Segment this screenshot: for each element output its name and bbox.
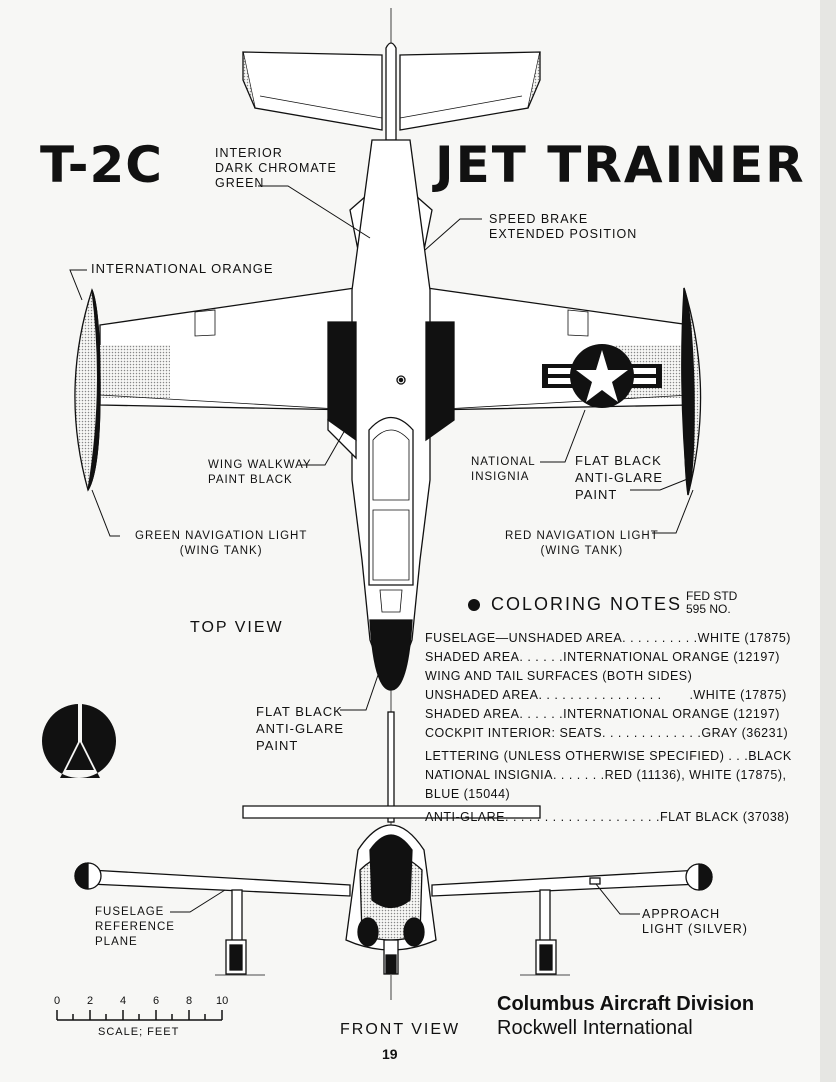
notes-line: LETTERING (UNLESS OTHERWISE SPECIFIED) . . .BLACK [425, 749, 792, 763]
bullet-icon [468, 599, 480, 611]
scale-tick-label: 8 [186, 995, 193, 1007]
notes-line: SHADED AREA. . . . . .INTERNATIONAL ORANGE (12197) [425, 650, 780, 664]
notes-line: COCKPIT INTERIOR: SEATS. . . . . . . . . . . . .GRAY (36231) [425, 726, 789, 740]
notes-line: NATIONAL INSIGNIA. . . . . . .RED (11136), WHITE (17875), [425, 768, 787, 782]
fuselage [352, 140, 430, 670]
notes-line: FUSELAGE—UNSHADED AREA. . . . . . . . . .WHITE (17875) [425, 631, 791, 645]
rockwell-logo [42, 704, 116, 778]
company-parent: Rockwell International [497, 1017, 693, 1039]
page-title: JET TRAINER [435, 136, 806, 194]
top-view-label: TOP VIEW [190, 619, 284, 636]
page-number: 19 [382, 1046, 398, 1062]
scale-label: SCALE; FEET [98, 1026, 180, 1038]
notes-line: BLUE (15044) [425, 787, 511, 801]
callout-interior: INTERIOR DARK CHROMATE GREEN [215, 146, 337, 190]
left-stabilizer [243, 52, 382, 130]
callout-red-nav: RED NAVIGATION LIGHT (WING TANK) [505, 530, 659, 557]
callout-wing-walkway: WING WALKWAY PAINT BLACK [208, 459, 312, 486]
callout-national-insignia: NATIONAL INSIGNIA [471, 456, 536, 483]
fed-std-label: FED STD 595 NO. [686, 589, 738, 616]
coloring-notes-heading: COLORING NOTES [491, 594, 683, 614]
callout-flat-black-nose: FLAT BLACK ANTI-GLARE PAINT [256, 704, 345, 753]
page-edge [820, 0, 836, 1082]
scale-bar [57, 1010, 222, 1020]
scale-tick-label: 10 [216, 995, 229, 1007]
vertical-fin [386, 43, 396, 140]
callout-approach-light: APPROACH LIGHT (SILVER) [642, 907, 748, 936]
right-walkway [426, 322, 454, 440]
callout-fuselage-reference: FUSELAGE REFERENCE PLANE [95, 906, 175, 948]
callout-speed-brake: SPEED BRAKE EXTENDED POSITION [489, 212, 638, 241]
model-title: T-2C [40, 136, 163, 194]
coloring-notes-list [425, 629, 792, 827]
front-view-label: FRONT VIEW [340, 1021, 461, 1038]
callout-green-nav: GREEN NAVIGATION LIGHT (WING TANK) [135, 530, 308, 557]
notes-line: WING AND TAIL SURFACES (BOTH SIDES) [425, 669, 693, 683]
notes-line: UNSHADED AREA. . . . . . . . . . . . . . . . .WHITE (17875) [425, 688, 787, 702]
scale-tick-label: 0 [54, 995, 61, 1007]
scale-tick-label: 2 [87, 995, 94, 1007]
callout-intl-orange: INTERNATIONAL ORANGE [91, 261, 274, 276]
front-right-wing [432, 870, 700, 896]
notes-line: SHADED AREA. . . . . .INTERNATIONAL ORANGE (12197) [425, 707, 780, 721]
right-stabilizer [400, 52, 540, 130]
scale-tick-label: 6 [153, 995, 160, 1007]
company-division: Columbus Aircraft Division [497, 993, 755, 1015]
callout-flat-black-top: FLAT BLACK ANTI-GLARE PAINT [575, 453, 664, 502]
scale-tick-label: 4 [120, 995, 127, 1007]
notes-line: ANTI-GLARE. . . . . . . . . . . . . . . . . . . .FLAT BLACK (37038) [425, 810, 790, 824]
canopy [369, 418, 413, 586]
front-left-wing [90, 870, 350, 896]
